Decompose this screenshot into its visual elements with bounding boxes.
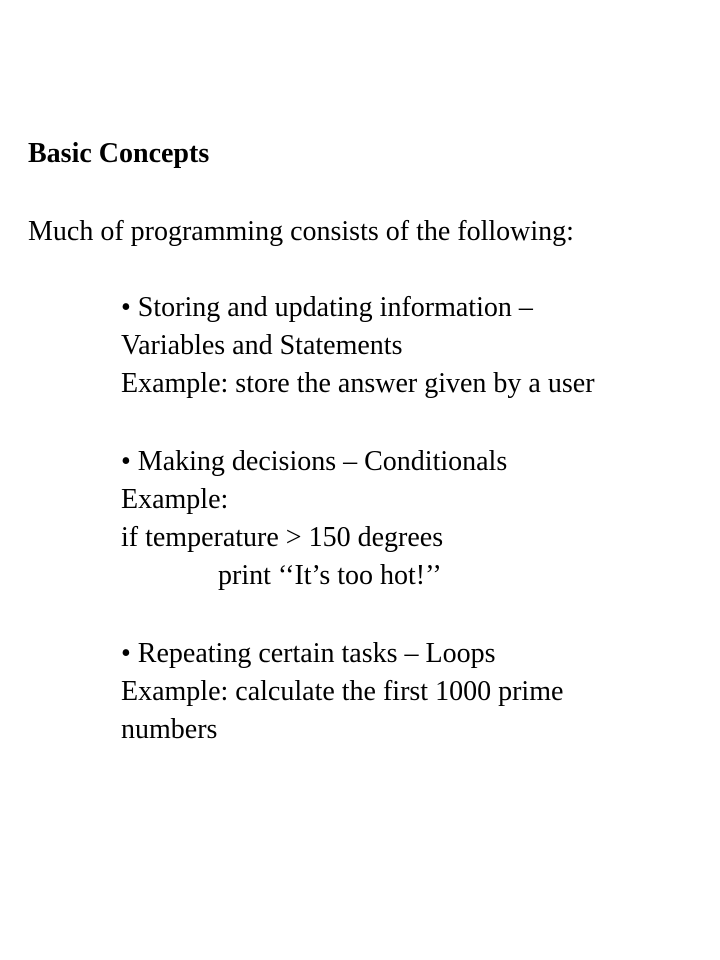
bullet-storing-example: Example: store the answer given by a user [121, 368, 595, 399]
bullet-loops-example-continuation: numbers [121, 714, 218, 745]
bullet-loops-example: Example: calculate the first 1000 prime [121, 676, 564, 707]
slide-heading: Basic Concepts [28, 138, 210, 169]
bullet-storing-heading: • Storing and updating information – [121, 292, 533, 323]
code-line-condition: if temperature > 150 degrees [121, 522, 444, 553]
bullet-loops-heading: • Repeating certain tasks – Loops [121, 638, 496, 669]
bullet-storing-continuation: Variables and Statements [121, 330, 403, 361]
bullet-decisions-heading: • Making decisions – Conditionals [121, 446, 508, 477]
bullet-decisions-example-label: Example: [121, 484, 229, 515]
code-line-print: print ‘‘It’s too hot!’’ [218, 560, 442, 591]
intro-text: Much of programming consists of the following: [28, 216, 574, 247]
